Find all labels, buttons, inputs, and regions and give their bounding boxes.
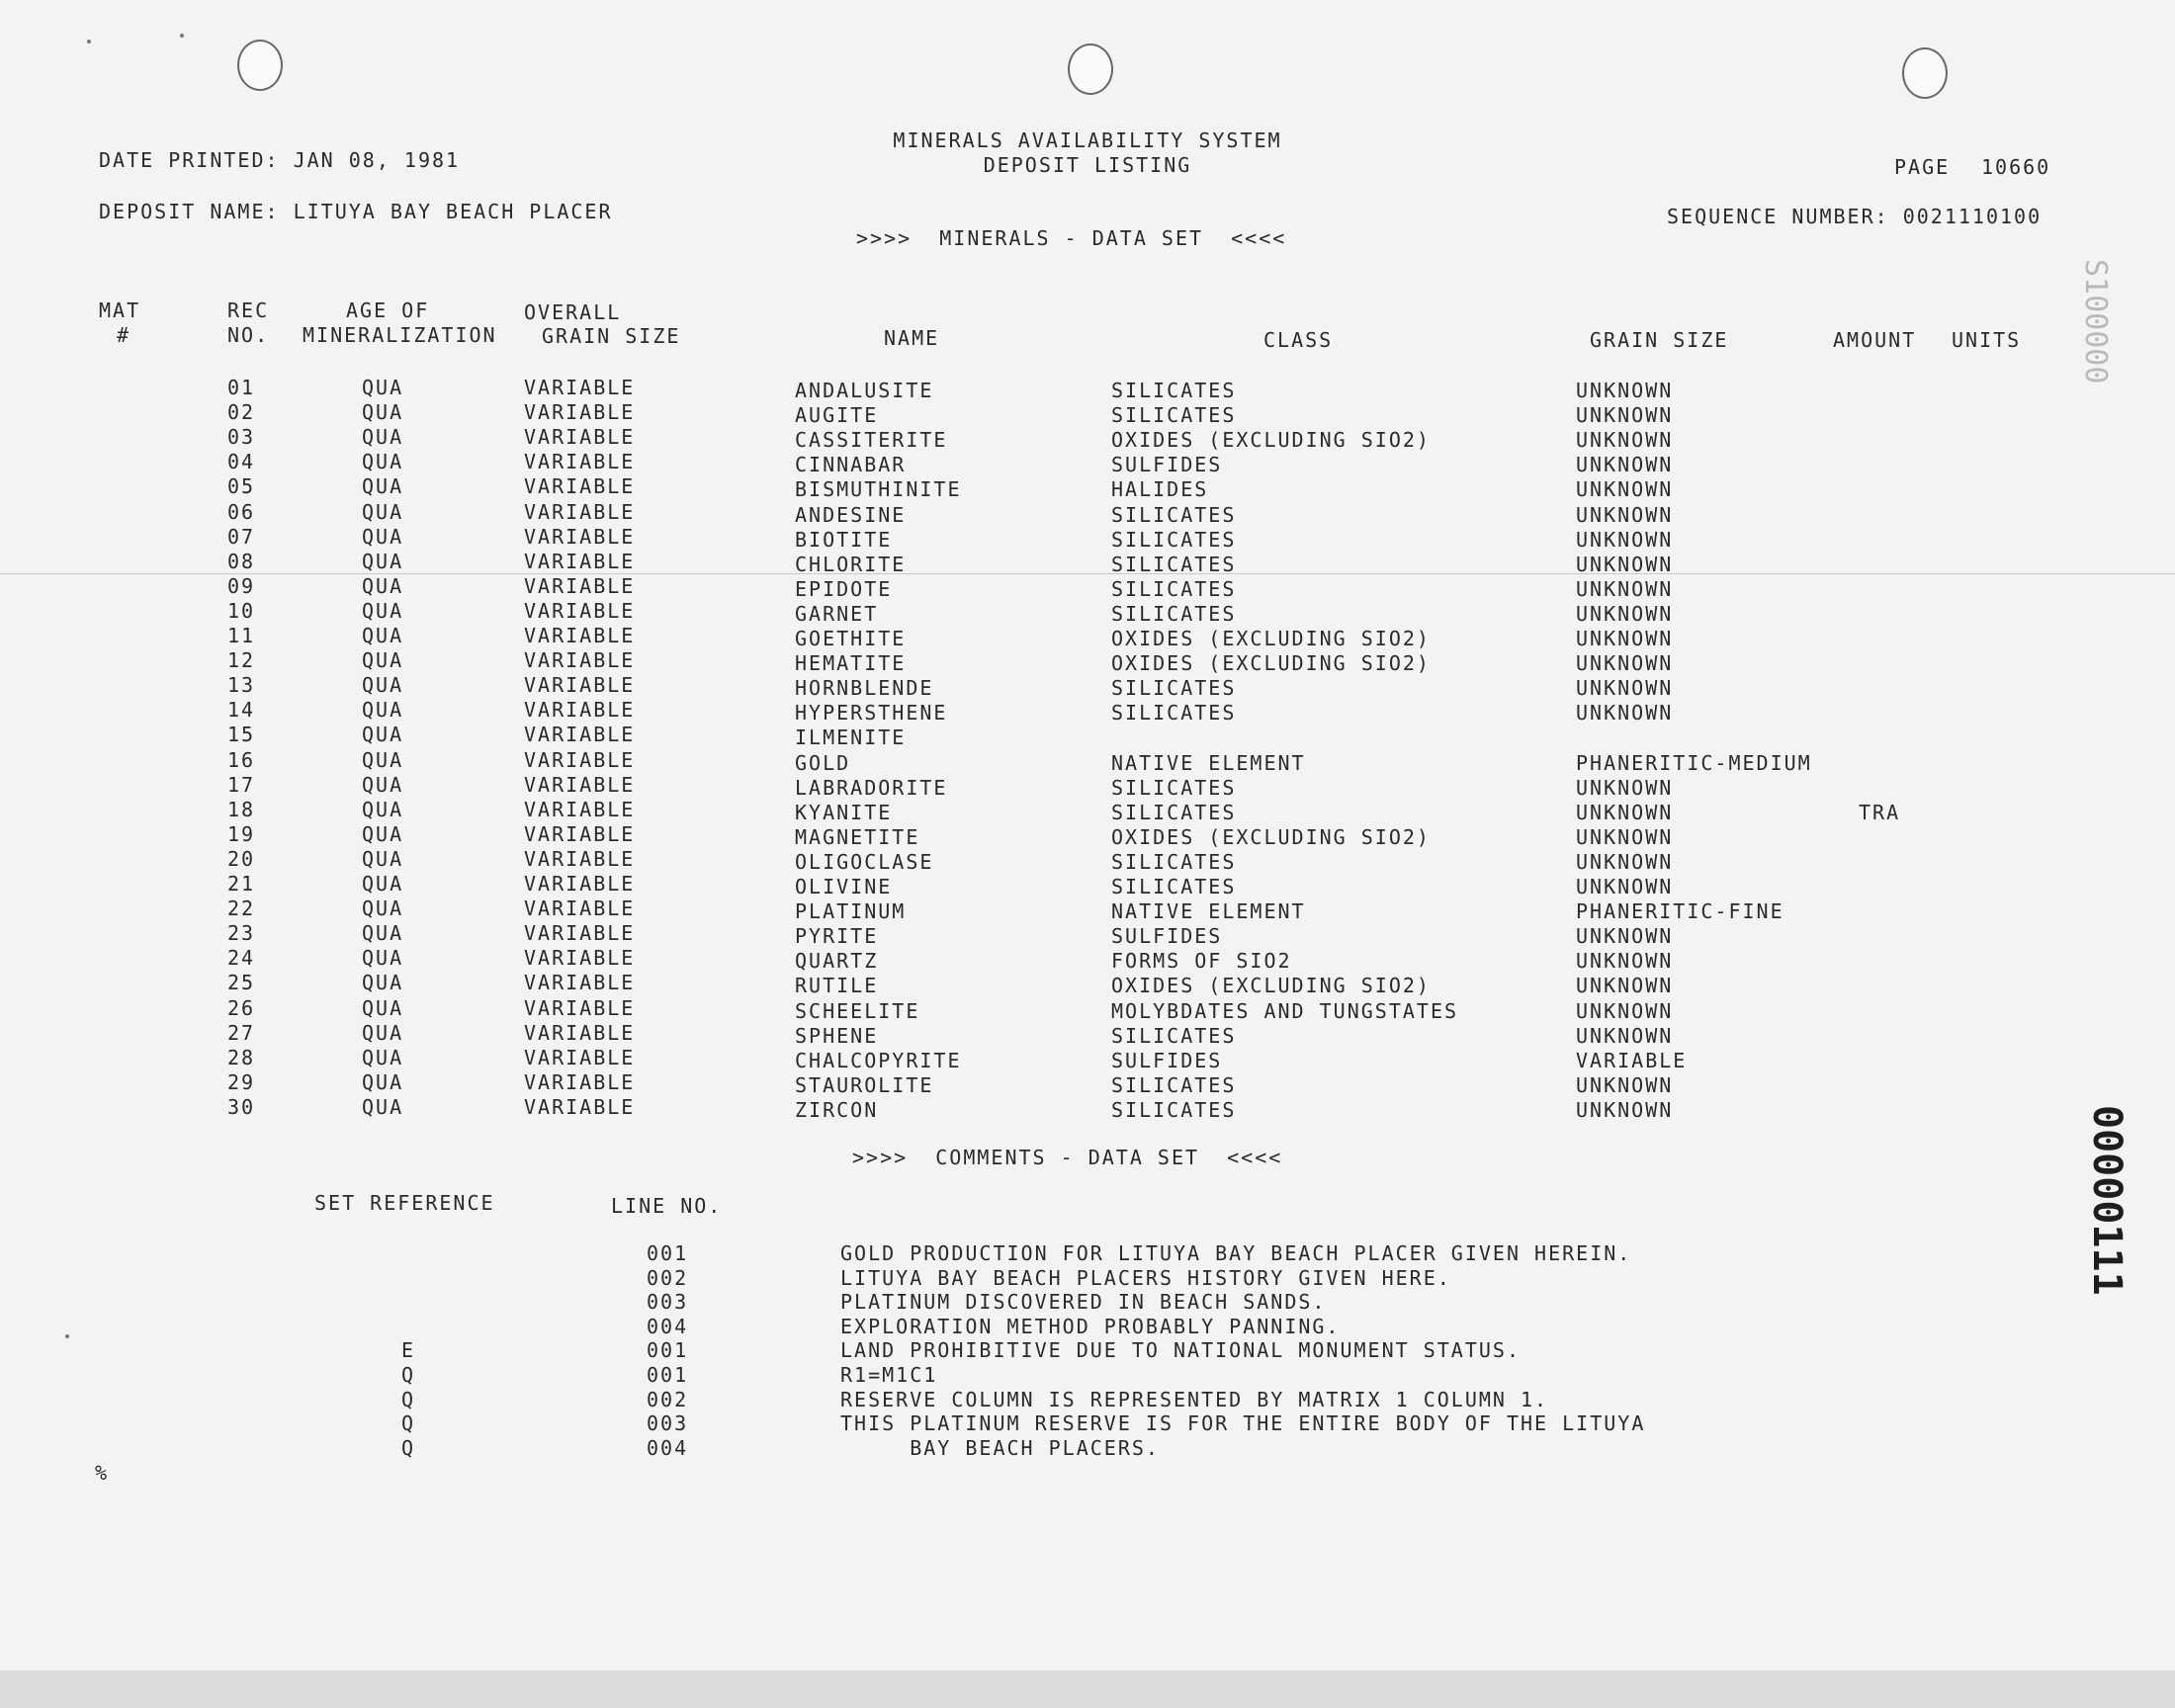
class-cell: SILICATES: [1111, 576, 1237, 601]
mineral-name-cell: PYRITE: [795, 924, 879, 949]
table-row: [0, 971, 2175, 998]
class-cell: SULFIDES: [1111, 1048, 1223, 1072]
table-row: [0, 822, 2175, 847]
col-header-class: CLASS: [1263, 328, 1334, 352]
rec-no-cell: 25: [227, 971, 256, 995]
class-cell: SILICATES: [1111, 403, 1237, 428]
table-row: [0, 525, 2175, 550]
table-row: [0, 946, 2175, 974]
overall-grain-size-cell: VARIABLE: [524, 499, 636, 524]
overall-grain-size-cell: VARIABLE: [524, 474, 636, 499]
rec-no-cell: 08: [227, 549, 256, 573]
age-cell: QUA: [362, 1045, 404, 1069]
age-cell: QUA: [362, 573, 404, 598]
mineral-name-cell: ANDESINE: [795, 502, 907, 527]
rec-no-cell: 28: [227, 1045, 256, 1069]
grain-size-cell: UNKNOWN: [1576, 1023, 1674, 1048]
overall-grain-size-cell: VARIABLE: [524, 846, 636, 871]
grain-size-cell: UNKNOWN: [1576, 627, 1674, 650]
table-row: [0, 376, 2175, 400]
age-cell: QUA: [362, 971, 404, 995]
table-row: [0, 673, 2175, 701]
age-cell: QUA: [362, 524, 404, 549]
rec-no-cell: 09: [227, 573, 256, 598]
class-cell: SILICATES: [1111, 1023, 1237, 1048]
listing-title: DEPOSIT LISTING: [983, 153, 1192, 177]
age-cell: QUA: [362, 797, 404, 821]
margin-code-upper: S100000: [2078, 259, 2113, 384]
col-header-rec-no: NO.: [227, 323, 270, 347]
rec-no-cell: 05: [227, 474, 256, 499]
rec-no-cell: 07: [227, 524, 256, 549]
comment-row: [0, 1266, 2175, 1291]
comment-text-cell: LAND PROHIBITIVE DUE TO NATIONAL MONUMENT STATUS.: [840, 1338, 1522, 1363]
line-no-cell: 001: [647, 1241, 689, 1265]
grain-size-cell: UNKNOWN: [1576, 379, 1674, 402]
class-cell: SULFIDES: [1111, 924, 1223, 949]
class-cell: OXIDES (EXCLUDING SIO2): [1111, 974, 1431, 998]
age-cell: QUA: [362, 598, 404, 623]
grain-size-cell: UNKNOWN: [1576, 651, 1674, 676]
comment-text-cell: BAY BEACH PLACERS.: [840, 1435, 1160, 1460]
mineral-name-cell: QUARTZ: [795, 949, 879, 974]
grain-size-cell: UNKNOWN: [1576, 552, 1674, 576]
comment-text-cell: R1=M1C1: [840, 1363, 938, 1387]
mineral-name-cell: KYANITE: [795, 800, 893, 824]
line-no-cell: 004: [647, 1435, 689, 1460]
grain-size-cell: UNKNOWN: [1576, 824, 1674, 849]
line-no-cell: 003: [647, 1290, 689, 1315]
mineral-name-cell: BISMUTHINITE: [795, 477, 962, 502]
grain-size-cell: UNKNOWN: [1576, 875, 1674, 898]
table-row: [0, 648, 2175, 676]
comment-text-cell: EXPLORATION METHOD PROBABLY PANNING.: [840, 1314, 1341, 1338]
speck: [180, 34, 184, 38]
table-row: [0, 400, 2175, 428]
rec-no-cell: 10: [227, 598, 256, 623]
class-cell: SILICATES: [1111, 1097, 1237, 1122]
age-cell: QUA: [362, 376, 404, 399]
age-cell: QUA: [362, 747, 404, 772]
comments-data-set-title: >>>> COMMENTS - DATA SET <<<<: [852, 1146, 1283, 1169]
age-cell: QUA: [362, 921, 404, 946]
overall-grain-size-cell: VARIABLE: [524, 995, 636, 1020]
age-cell: QUA: [362, 499, 404, 524]
comment-row: [0, 1388, 2175, 1412]
col-header-overall-grain-size: GRAIN SIZE: [542, 324, 681, 348]
rec-no-cell: 27: [227, 1020, 256, 1045]
line-no-cell: 003: [647, 1411, 689, 1436]
overall-grain-size-cell: VARIABLE: [524, 450, 636, 474]
set-reference-cell: Q: [401, 1387, 416, 1411]
sequence-number: SEQUENCE NUMBER: 0021110100: [1667, 205, 2043, 228]
class-cell: NATIVE ELEMENT: [1111, 750, 1306, 775]
punch-hole-left: [237, 40, 283, 91]
mineral-name-cell: EPIDOTE: [795, 576, 893, 601]
overall-grain-size-cell: VARIABLE: [524, 821, 636, 846]
grain-size-cell: UNKNOWN: [1576, 775, 1674, 800]
set-reference-cell: E: [401, 1338, 416, 1363]
page-number: 10660: [1981, 155, 2051, 179]
rec-no-cell: 24: [227, 946, 256, 971]
grain-size-cell: PHANERITIC-MEDIUM: [1576, 750, 1812, 775]
comment-row: [0, 1338, 2175, 1363]
comment-row: [0, 1315, 2175, 1339]
overall-grain-size-cell: VARIABLE: [524, 425, 636, 450]
scanner-background: [0, 1670, 2175, 1708]
class-cell: HALIDES: [1111, 477, 1209, 502]
line-no-cell: 001: [647, 1338, 689, 1363]
minerals-data-set-title: >>>> MINERALS - DATA SET <<<<: [856, 226, 1287, 250]
table-row: [0, 996, 2175, 1021]
overall-grain-size-cell: VARIABLE: [524, 1094, 636, 1119]
line-no-cell: 001: [647, 1363, 689, 1387]
overall-grain-size-cell: VARIABLE: [524, 772, 636, 797]
age-cell: QUA: [362, 450, 404, 474]
rec-no-cell: 13: [227, 673, 256, 698]
grain-size-cell: UNKNOWN: [1576, 701, 1674, 726]
grain-size-cell: PHANERITIC-FINE: [1576, 899, 1784, 924]
age-cell: QUA: [362, 698, 404, 723]
mineral-name-cell: ILMENITE: [795, 726, 907, 750]
rec-no-cell: 26: [227, 995, 256, 1020]
age-cell: QUA: [362, 946, 404, 971]
rec-no-cell: 12: [227, 648, 256, 673]
overall-grain-size-cell: VARIABLE: [524, 698, 636, 723]
table-row: [0, 698, 2175, 726]
age-cell: QUA: [362, 995, 404, 1020]
age-cell: QUA: [362, 549, 404, 573]
comment-text-cell: RESERVE COLUMN IS REPRESENTED BY MATRIX 1 COLUMN 1.: [840, 1387, 1549, 1411]
mineral-name-cell: STAUROLITE: [795, 1072, 934, 1097]
mineral-name-cell: SCHEELITE: [795, 998, 920, 1023]
table-row: [0, 550, 2175, 574]
age-cell: QUA: [362, 723, 404, 747]
class-cell: SILICATES: [1111, 701, 1237, 726]
col-header-name: NAME: [884, 326, 940, 350]
grain-size-cell: UNKNOWN: [1576, 924, 1674, 949]
age-cell: QUA: [362, 1069, 404, 1094]
overall-grain-size-cell: VARIABLE: [524, 624, 636, 647]
set-reference-cell: Q: [401, 1411, 416, 1436]
overall-grain-size-cell: VARIABLE: [524, 797, 636, 821]
mineral-name-cell: CINNABAR: [795, 453, 907, 477]
grain-size-cell: UNKNOWN: [1576, 477, 1674, 502]
col-header-rec: REC: [227, 299, 270, 322]
comment-text-cell: THIS PLATINUM RESERVE IS FOR THE ENTIRE BODY OF THE LITUYA: [840, 1411, 1646, 1436]
mineral-name-cell: ANDALUSITE: [795, 379, 934, 402]
age-cell: QUA: [362, 400, 404, 425]
system-title: MINERALS AVAILABILITY SYSTEM: [893, 128, 1282, 152]
margin-code-lower: 00000111: [2084, 1105, 2130, 1296]
overall-grain-size-cell: VARIABLE: [524, 673, 636, 698]
class-cell: OXIDES (EXCLUDING SIO2): [1111, 627, 1431, 650]
table-row: [0, 897, 2175, 924]
mineral-name-cell: MAGNETITE: [795, 824, 920, 849]
class-cell: SILICATES: [1111, 379, 1237, 402]
date-printed: DATE PRINTED: JAN 08, 1981: [99, 148, 461, 172]
grain-size-cell: UNKNOWN: [1576, 800, 1674, 824]
age-cell: QUA: [362, 772, 404, 797]
grain-size-cell: UNKNOWN: [1576, 998, 1674, 1023]
class-cell: SILICATES: [1111, 502, 1237, 527]
grain-size-cell: UNKNOWN: [1576, 949, 1674, 974]
rec-no-cell: 16: [227, 747, 256, 772]
age-cell: QUA: [362, 1020, 404, 1045]
grain-size-cell: VARIABLE: [1576, 1048, 1688, 1072]
page-label: PAGE: [1894, 155, 1951, 179]
rec-no-cell: 06: [227, 499, 256, 524]
rec-no-cell: 02: [227, 400, 256, 425]
age-cell: QUA: [362, 897, 404, 921]
table-row: [0, 425, 2175, 453]
table-row: [0, 624, 2175, 648]
rec-no-cell: 15: [227, 723, 256, 747]
overall-grain-size-cell: VARIABLE: [524, 747, 636, 772]
overall-grain-size-cell: VARIABLE: [524, 921, 636, 946]
rec-no-cell: 23: [227, 921, 256, 946]
mineral-name-cell: BIOTITE: [795, 527, 893, 552]
class-cell: SILICATES: [1111, 849, 1237, 874]
overall-grain-size-cell: VARIABLE: [524, 872, 636, 896]
overall-grain-size-cell: VARIABLE: [524, 971, 636, 995]
table-row: [0, 1021, 2175, 1046]
class-cell: FORMS OF SIO2: [1111, 949, 1292, 974]
grain-size-cell: UNKNOWN: [1576, 1097, 1674, 1122]
table-row: [0, 599, 2175, 624]
col-header-set-reference: SET REFERENCE: [314, 1191, 495, 1215]
col-header-line-no: LINE NO.: [611, 1194, 723, 1218]
col-header-overall: OVERALL: [524, 300, 622, 324]
table-row: [0, 723, 2175, 750]
class-cell: SILICATES: [1111, 775, 1237, 800]
overall-grain-size-cell: VARIABLE: [524, 376, 636, 399]
class-cell: SILICATES: [1111, 601, 1237, 626]
overall-grain-size-cell: VARIABLE: [524, 573, 636, 598]
class-cell: OXIDES (EXCLUDING SIO2): [1111, 651, 1431, 676]
col-header-amount: AMOUNT: [1833, 328, 1917, 352]
grain-size-cell: UNKNOWN: [1576, 453, 1674, 477]
rec-no-cell: 21: [227, 872, 256, 896]
comment-row: [0, 1436, 2175, 1461]
overall-grain-size-cell: VARIABLE: [524, 598, 636, 623]
age-cell: QUA: [362, 821, 404, 846]
punch-hole-center: [1068, 43, 1113, 95]
age-cell: QUA: [362, 673, 404, 698]
grain-size-cell: UNKNOWN: [1576, 502, 1674, 527]
rec-no-cell: 30: [227, 1094, 256, 1119]
overall-grain-size-cell: VARIABLE: [524, 723, 636, 747]
class-cell: SILICATES: [1111, 676, 1237, 701]
end-of-record-mark: %: [95, 1461, 110, 1485]
rec-no-cell: 20: [227, 846, 256, 871]
mineral-name-cell: GOLD: [795, 750, 851, 775]
mineral-name-cell: RUTILE: [795, 974, 879, 998]
comment-text-cell: GOLD PRODUCTION FOR LITUYA BAY BEACH PLACER GIVEN HEREIN.: [840, 1241, 1632, 1265]
table-row: [0, 748, 2175, 773]
grain-size-cell: UNKNOWN: [1576, 576, 1674, 601]
mineral-name-cell: PLATINUM: [795, 899, 907, 924]
table-row: [0, 474, 2175, 502]
grain-size-cell: UNKNOWN: [1576, 676, 1674, 701]
overall-grain-size-cell: VARIABLE: [524, 1045, 636, 1069]
rec-no-cell: 04: [227, 450, 256, 474]
age-cell: QUA: [362, 648, 404, 673]
table-row: [0, 450, 2175, 477]
mineral-name-cell: OLIVINE: [795, 875, 893, 898]
class-cell: SILICATES: [1111, 875, 1237, 898]
rec-no-cell: 17: [227, 772, 256, 797]
comment-text-cell: PLATINUM DISCOVERED IN BEACH SANDS.: [840, 1290, 1327, 1315]
rec-no-cell: 19: [227, 821, 256, 846]
comment-row: [0, 1290, 2175, 1315]
mineral-name-cell: HORNBLENDE: [795, 676, 934, 701]
punch-hole-right: [1902, 47, 1948, 99]
mineral-name-cell: HYPERSTHENE: [795, 701, 948, 726]
comment-row: [0, 1363, 2175, 1388]
rec-no-cell: 14: [227, 698, 256, 723]
overall-grain-size-cell: VARIABLE: [524, 524, 636, 549]
overall-grain-size-cell: VARIABLE: [524, 946, 636, 971]
grain-size-cell: UNKNOWN: [1576, 1072, 1674, 1097]
col-header-grain-size: GRAIN SIZE: [1590, 328, 1729, 352]
class-cell: OXIDES (EXCLUDING SIO2): [1111, 824, 1431, 849]
age-cell: QUA: [362, 846, 404, 871]
mineral-name-cell: CHALCOPYRITE: [795, 1048, 962, 1072]
line-no-cell: 002: [647, 1265, 689, 1290]
comment-row: [0, 1241, 2175, 1266]
table-row: [0, 773, 2175, 798]
mineral-name-cell: CHLORITE: [795, 552, 907, 576]
class-cell: SILICATES: [1111, 1072, 1237, 1097]
grain-size-cell: UNKNOWN: [1576, 601, 1674, 626]
rec-no-cell: 18: [227, 797, 256, 821]
mineral-name-cell: LABRADORITE: [795, 775, 948, 800]
mineral-name-cell: SPHENE: [795, 1023, 879, 1048]
col-header-mat: MAT: [99, 299, 141, 322]
grain-size-cell: UNKNOWN: [1576, 403, 1674, 428]
mineral-name-cell: ZIRCON: [795, 1097, 879, 1122]
age-cell: QUA: [362, 425, 404, 450]
rec-no-cell: 03: [227, 425, 256, 450]
rec-no-cell: 29: [227, 1069, 256, 1094]
mineral-name-cell: AUGITE: [795, 403, 879, 428]
table-row: [0, 798, 2175, 822]
line-no-cell: 002: [647, 1387, 689, 1411]
table-row: [0, 1095, 2175, 1120]
amount-cell: TRA: [1859, 800, 1901, 824]
table-row: [0, 500, 2175, 525]
deposit-name: DEPOSIT NAME: LITUYA BAY BEACH PLACER: [99, 200, 613, 223]
class-cell: NATIVE ELEMENT: [1111, 899, 1306, 924]
overall-grain-size-cell: VARIABLE: [524, 400, 636, 425]
col-header-units: UNITS: [1952, 328, 2022, 352]
grain-size-cell: UNKNOWN: [1576, 974, 1674, 998]
overall-grain-size-cell: VARIABLE: [524, 1069, 636, 1094]
mineral-name-cell: HEMATITE: [795, 651, 907, 676]
class-cell: MOLYBDATES AND TUNGSTATES: [1111, 998, 1459, 1023]
col-header-mat-hash: #: [117, 323, 131, 347]
grain-size-cell: UNKNOWN: [1576, 849, 1674, 874]
class-cell: SULFIDES: [1111, 453, 1223, 477]
table-row: [0, 1070, 2175, 1095]
rec-no-cell: 11: [227, 624, 256, 647]
table-row: [0, 574, 2175, 599]
overall-grain-size-cell: VARIABLE: [524, 648, 636, 673]
set-reference-cell: Q: [401, 1363, 416, 1387]
mineral-name-cell: OLIGOCLASE: [795, 849, 934, 874]
grain-size-cell: UNKNOWN: [1576, 428, 1674, 453]
rec-no-cell: 01: [227, 376, 256, 399]
age-cell: QUA: [362, 872, 404, 896]
mineral-name-cell: GOETHITE: [795, 627, 907, 650]
col-header-age: AGE OF: [346, 299, 430, 322]
overall-grain-size-cell: VARIABLE: [524, 1020, 636, 1045]
mineral-name-cell: CASSITERITE: [795, 428, 948, 453]
class-cell: SILICATES: [1111, 800, 1237, 824]
table-row: [0, 847, 2175, 872]
age-cell: QUA: [362, 1094, 404, 1119]
set-reference-cell: Q: [401, 1435, 416, 1460]
class-cell: SILICATES: [1111, 527, 1237, 552]
grain-size-cell: UNKNOWN: [1576, 527, 1674, 552]
col-header-mineralization: MINERALIZATION: [303, 323, 497, 347]
overall-grain-size-cell: VARIABLE: [524, 897, 636, 921]
table-row: [0, 921, 2175, 949]
mineral-name-cell: GARNET: [795, 601, 879, 626]
comment-text-cell: LITUYA BAY BEACH PLACERS HISTORY GIVEN HERE.: [840, 1265, 1451, 1290]
line-no-cell: 004: [647, 1314, 689, 1338]
table-row: [0, 1046, 2175, 1070]
speck: [87, 40, 91, 43]
comment-row: [0, 1411, 2175, 1436]
class-cell: SILICATES: [1111, 552, 1237, 576]
age-cell: QUA: [362, 474, 404, 499]
rec-no-cell: 22: [227, 897, 256, 921]
age-cell: QUA: [362, 624, 404, 647]
overall-grain-size-cell: VARIABLE: [524, 549, 636, 573]
class-cell: OXIDES (EXCLUDING SIO2): [1111, 428, 1431, 453]
table-row: [0, 872, 2175, 897]
